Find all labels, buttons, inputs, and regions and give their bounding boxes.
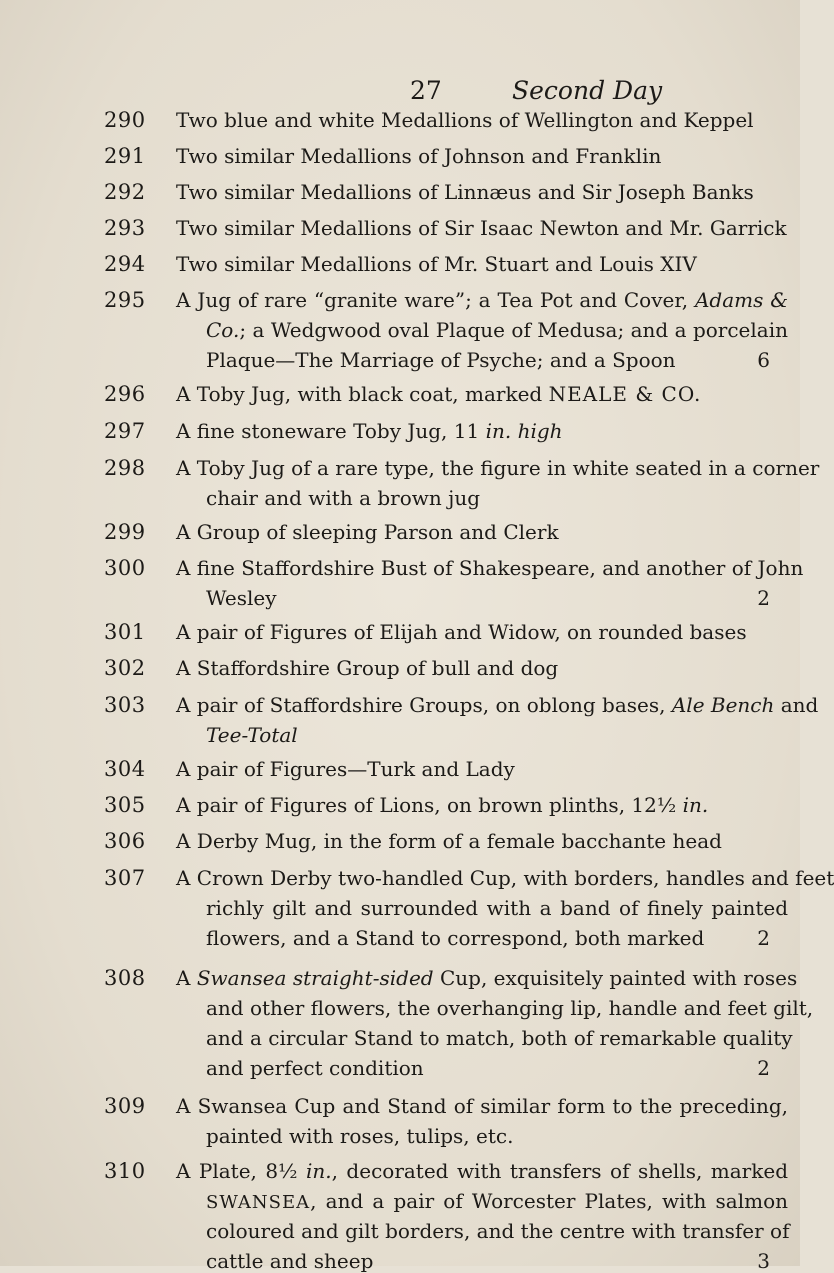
lot-quantity: 2 <box>757 926 770 950</box>
page-number: 27 <box>410 76 442 105</box>
lot-number: 302 <box>104 656 146 680</box>
lot-description-line: A pair of Staffordshire Groups, on oblong bases, Ale Bench and <box>176 693 819 717</box>
lot-number: 309 <box>104 1094 146 1118</box>
lot-number: 295 <box>104 288 146 312</box>
page-header <box>0 76 800 110</box>
lot-description-line: Two similar Medallions of Mr. Stuart and Louis XIV <box>176 252 697 276</box>
lot-description-line: A pair of Figures—Turk and Lady <box>176 757 515 781</box>
lot-description-line: A fine stoneware Toby Jug, 11 in. high <box>176 419 563 443</box>
lot-description-line: Wesley <box>206 586 277 610</box>
lot-description-line: A pair of Figures of Lions, on brown plinths, 12½ in. <box>176 793 709 817</box>
lot-description-line: A Swansea straight-sided Cup, exquisitely painted with roses <box>176 966 798 990</box>
lot-number: 305 <box>104 793 146 817</box>
lot-number: 310 <box>104 1159 146 1183</box>
lot-number: 293 <box>104 216 146 240</box>
section-title: Second Day <box>512 76 663 105</box>
lot-description-line: painted with roses, tulips, etc. <box>206 1124 514 1148</box>
lot-number: 304 <box>104 757 146 781</box>
lot-description-line: A Toby Jug of a rare type, the figure in white seated in a corner <box>176 456 820 480</box>
lot-description-line: A Plate, 8½ in., decorated with transfers of shells, marked <box>176 1159 789 1183</box>
lot-description-line: A Crown Derby two-handled Cup, with borders, handles and feet <box>176 866 834 890</box>
lot-quantity: 2 <box>757 586 770 610</box>
lot-description-line: chair and with a brown jug <box>206 486 481 510</box>
lot-description-line: Tee-Total <box>206 723 298 747</box>
lot-number: 306 <box>104 829 146 853</box>
lot-number: 298 <box>104 456 146 480</box>
lot-number: 296 <box>104 382 146 406</box>
lot-description-line: Two blue and white Medallions of Wellington and Keppel <box>176 108 754 132</box>
lot-description-line: A Group of sleeping Parson and Clerk <box>176 520 559 544</box>
lot-description-line: Plaque—The Marriage of Psyche; and a Spoon <box>206 348 676 372</box>
lot-number: 299 <box>104 520 146 544</box>
lot-description-line: and a circular Stand to match, both of remarkable quality <box>206 1026 793 1050</box>
lot-number: 307 <box>104 866 146 890</box>
lot-number: 297 <box>104 419 146 443</box>
lot-description-line: A Jug of rare “granite ware”; a Tea Pot and Cover, Adams & <box>176 288 789 312</box>
lot-description-line: A pair of Figures of Elijah and Widow, on rounded bases <box>176 620 747 644</box>
lot-description-line: Two similar Medallions of Johnson and Franklin <box>176 144 662 168</box>
lot-number: 308 <box>104 966 146 990</box>
lot-description-line: richly gilt and surrounded with a band of finely painted <box>206 896 788 920</box>
lot-number: 303 <box>104 693 146 717</box>
lot-description-line: SWANSEA, and a pair of Worcester Plates, with salmon <box>206 1189 788 1213</box>
lot-number: 300 <box>104 556 146 580</box>
lot-description-line: A Staffordshire Group of bull and dog <box>176 656 559 680</box>
lot-quantity: 3 <box>757 1249 770 1273</box>
lot-description-line: A fine Staffordshire Bust of Shakespeare, and another of John <box>176 556 804 580</box>
lot-quantity: 2 <box>757 1056 770 1080</box>
lot-number: 292 <box>104 180 146 204</box>
lot-description-line: A Swansea Cup and Stand of similar form to the preceding, <box>176 1094 788 1118</box>
lot-description-line: A Toby Jug, with black coat, marked NEALE & CO. <box>176 382 702 406</box>
lot-number: 291 <box>104 144 146 168</box>
lot-description-line: cattle and sheep <box>206 1249 374 1273</box>
lot-description-line: A Derby Mug, in the form of a female bacchante head <box>176 829 722 853</box>
lot-number: 294 <box>104 252 146 276</box>
lot-number: 301 <box>104 620 146 644</box>
lot-description-line: and perfect condition <box>206 1056 424 1080</box>
lot-description-line: and other flowers, the overhanging lip, handle and feet gilt, <box>206 996 814 1020</box>
lot-description-line: coloured and gilt borders, and the centre with transfer of <box>206 1219 790 1243</box>
lot-description-line: Co.; a Wedgwood oval Plaque of Medusa; and a porcelain <box>206 318 788 342</box>
lot-description-line: Two similar Medallions of Linnæus and Sir Joseph Banks <box>176 180 754 204</box>
lot-number: 290 <box>104 108 146 132</box>
lot-quantity: 6 <box>757 348 770 372</box>
lot-description-line: Two similar Medallions of Sir Isaac Newton and Mr. Garrick <box>176 216 787 240</box>
lot-description-line: flowers, and a Stand to correspond, both marked <box>206 926 705 950</box>
